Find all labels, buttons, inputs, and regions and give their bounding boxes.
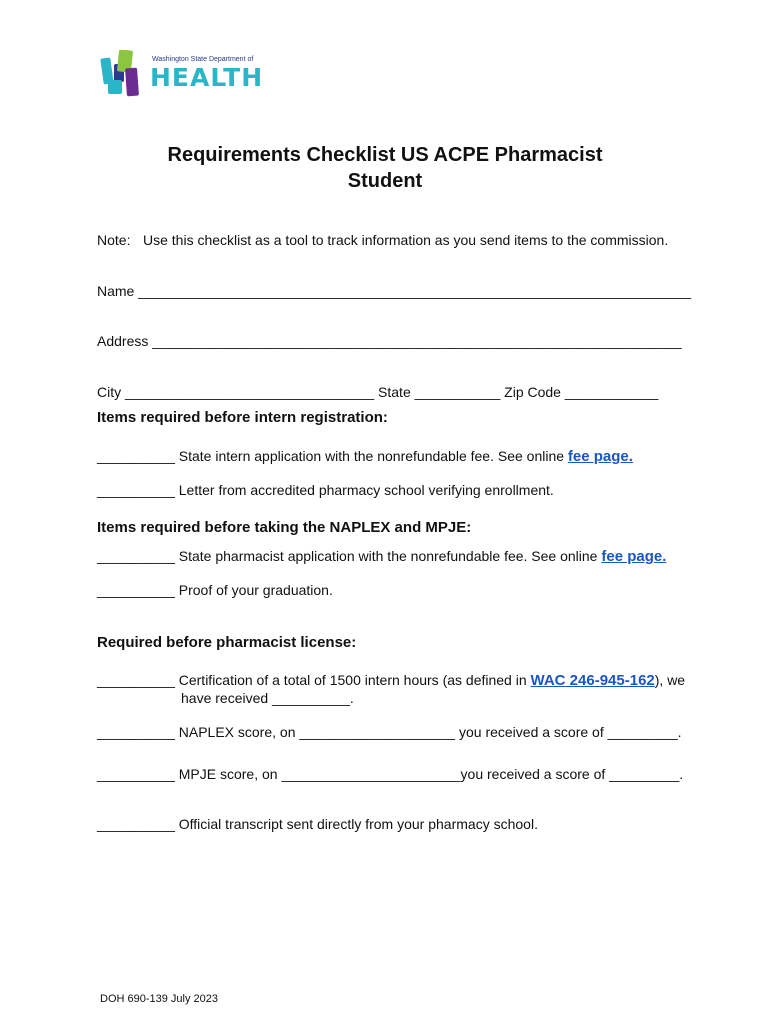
checklist-item: __________ NAPLEX score, on ____________________ you received a score of _________.: [97, 724, 682, 740]
checklist-item: [97, 448, 633, 465]
title-line-2: Student: [347, 170, 423, 192]
logo-subtitle: Washington State Department of: [152, 56, 254, 63]
address-field[interactable]: Address ____________________________________________________________________: [97, 333, 682, 349]
note: [97, 232, 668, 248]
checklist-item: __________ Official transcript sent directly from your pharmacy school.: [97, 816, 538, 832]
item-tail: ), we: [654, 672, 686, 688]
checklist-item: [97, 672, 685, 689]
health-logo-icon: [100, 50, 148, 98]
checklist-item-continuation: have received __________.: [181, 690, 354, 706]
checklist-item: [97, 548, 666, 565]
checklist-item: __________ Proof of your graduation.: [97, 582, 333, 598]
name-field[interactable]: Name _______________________________________________________________________: [97, 283, 692, 299]
page-title: [0, 142, 770, 194]
section-intern-heading: Items required before intern registration:: [97, 409, 388, 426]
item-text: __________ Certification of a total of 1500 intern hours (as defined in: [97, 672, 531, 688]
doh-logo: [100, 50, 264, 98]
title-line-1: Requirements Checklist US ACPE Pharmacist: [167, 144, 603, 166]
form-number: DOH 690-139 July 2023: [100, 993, 219, 1005]
wac-link[interactable]: WAC 246-945-162: [530, 672, 655, 689]
item-text: __________ State intern application with the nonrefundable fee. See online: [97, 448, 568, 464]
fee-page-link[interactable]: fee page.: [567, 448, 633, 465]
fee-page-link[interactable]: fee page.: [601, 548, 667, 565]
section-license-heading: Required before pharmacist license:: [97, 634, 357, 651]
logo-wordmark: HEALTH: [150, 63, 264, 92]
note-text: Use this checklist as a tool to track information as you send items to the commission.: [143, 232, 669, 248]
checklist-item: __________ MPJE score, on _______________________you received a score of _________.: [97, 766, 684, 782]
item-text: __________ State pharmacist application with the nonrefundable fee. See online: [97, 548, 602, 564]
checklist-item: __________ Letter from accredited pharmacy school verifying enrollment.: [97, 482, 554, 498]
note-label: Note:: [97, 232, 131, 248]
city-state-zip-field[interactable]: City ________________________________ State ___________ Zip Code ____________: [97, 384, 659, 400]
section-naplex-heading: Items required before taking the NAPLEX and MPJE:: [97, 519, 472, 536]
